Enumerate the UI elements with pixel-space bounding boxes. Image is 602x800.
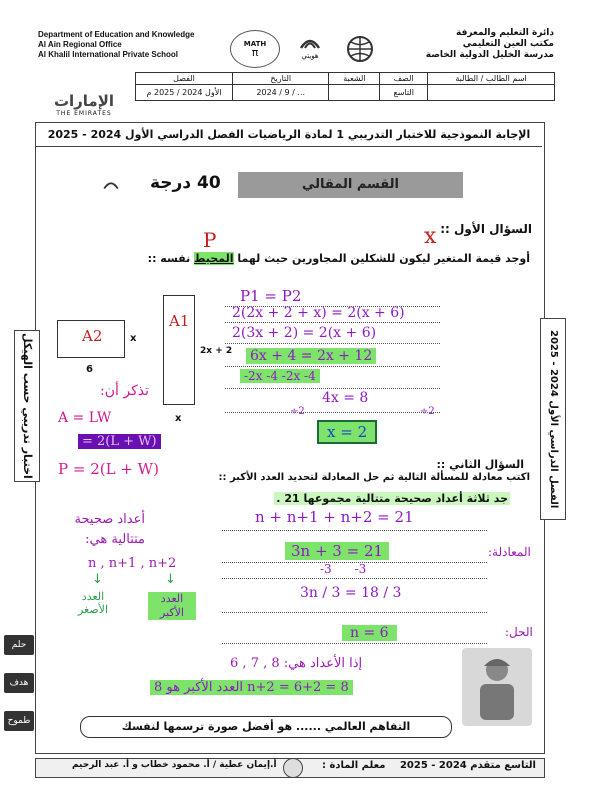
answer-line [225, 388, 440, 389]
rect-small-right: x [130, 333, 137, 344]
answer-line [225, 412, 440, 413]
remember-label: تذكر أن: [100, 383, 149, 399]
table-header: الفصل [136, 73, 233, 85]
table-header: اسم الطالب / الطالبة [428, 73, 555, 85]
q2-line: n + n+1 + n+2 = 21 [255, 508, 414, 526]
emirates-logo-en: THE EMIRATES [56, 110, 112, 117]
solution-label: الحل: [505, 625, 533, 639]
rect-tall-right: 2x + 2 [200, 346, 233, 356]
section-title: القسم المقالي [238, 172, 463, 198]
q1-result: x = 2 [317, 420, 377, 444]
identity-logo-text: هويتي [301, 52, 319, 60]
answer-line [225, 322, 440, 323]
slogan: التفاهم العالمي ...... هو أفضل صورة ترسمها لنفسك [80, 716, 452, 738]
q1-p-note: P [203, 228, 217, 252]
math-logo [230, 30, 280, 68]
q2-heading: السؤال الثاني :: [436, 458, 524, 471]
footer-grade: التاسع متقدم 2024 - 2025 [399, 760, 536, 771]
table-cell-term: الأول 2024 / 2025 م [136, 85, 233, 101]
answer-line [222, 643, 487, 644]
q1-step: 6x + 4 = 2x + 12 [246, 348, 376, 364]
area-sub: = 2(L + W) [78, 434, 161, 449]
table-header: الصف [380, 73, 428, 85]
worker-image [462, 648, 532, 726]
q2-text: اكتب معادلة للمسألة التالية ثم حل المعادلة لتحديد العدد الأكبر :: [218, 472, 530, 483]
header-en-line: Al Ain Regional Office [38, 40, 122, 49]
q1-step: 2(3x + 2) = 2(x + 6) [232, 325, 377, 341]
q1-step: 4x = 8 [322, 390, 369, 406]
identity-icon [102, 178, 120, 190]
final-line [150, 680, 353, 695]
header-en-line: Department of Education and Knowledge [38, 30, 195, 39]
answer-line [222, 612, 487, 613]
table-cell-grade: التاسع [380, 85, 428, 101]
answer-line [225, 366, 440, 367]
header-ar-line: دائرة التعليم والمعرفة [455, 28, 554, 38]
answer-line [222, 578, 487, 579]
q1-text-highlight: المحيط [194, 252, 234, 265]
table-cell-name [428, 85, 555, 101]
arrow-down-icon: ↓ [165, 572, 176, 587]
header-ar-line: مكتب العين التعليمي [462, 39, 554, 49]
arrow-down-icon: ↓ [92, 572, 103, 587]
table-cell-date: 2024 / 9 / ... [233, 85, 329, 101]
rect-tall-bottom: x [175, 413, 182, 424]
equation-label: المعادلة: [488, 545, 531, 559]
table-header: التاريخ [233, 73, 329, 85]
side-button-ambition: طموح [4, 711, 34, 731]
exam-title: الإجابة النموذجية للاختبار التدريبي 1 لمادة الرياضيات الفصل الدراسي الأول 2024 - 2025 [47, 128, 531, 141]
math-logo-text: MATH [243, 40, 267, 48]
small-identity-logo [100, 178, 122, 192]
q2-line: -3 -3 [320, 562, 367, 576]
footer-circle-icon [283, 758, 303, 778]
table-cell-section [329, 85, 380, 101]
footer-teachers: أ.إيمان عطية / أ. محمود خطاب و أ. عبد الرحيم [72, 760, 277, 770]
side-right-box: الفصل الدراسي الأول 2024 - 2025 [540, 318, 566, 520]
identity-logo [295, 34, 325, 64]
header-ar-block [384, 28, 554, 61]
globe-icon [345, 34, 375, 64]
identity-icon [299, 34, 321, 50]
q1-step: 2(2x + 2 + x) = 2(x + 6) [232, 305, 405, 321]
answer-line [225, 343, 440, 344]
q2-left-note: أعداد صحيحة متتالية هي: [74, 512, 145, 547]
q1-step: -2x -4 -2x -4 [240, 369, 320, 383]
q1-text [148, 252, 530, 265]
q2-problem: جد ثلاثة أعداد صحيحة متتالية مجموعها 21 . [276, 492, 508, 505]
header-ar-line: مدرسة الخليل الدولية الخاصة [425, 50, 554, 60]
q1-heading: السؤال الأول :: [440, 222, 532, 236]
q1-step: P1 = P2 [240, 287, 302, 305]
section-marks: 40 درجة [150, 173, 221, 193]
header-en-block [38, 30, 228, 60]
numbers-line: إذا الأعداد هي: 8 , 7 , 6 [230, 656, 363, 671]
pi-icon: π [251, 46, 259, 59]
rect-small-bottom: 6 [86, 364, 93, 375]
side-left-box: اختبار تدريبي حسب الهيكل [14, 330, 40, 482]
final-line-text: n+2 = 6+2 = 8 العدد الأكبر هو 8 [150, 680, 353, 695]
largest-label: العدد الأكبر [148, 592, 196, 620]
q1-var-note: x [424, 224, 437, 249]
answer-line [222, 530, 487, 531]
title-rule [36, 146, 542, 147]
smallest-label: العدد الأصغر [77, 590, 109, 616]
q1-text-before: أوجد قيمة المتغير ليكون للشكلين المجاورين حيث لهما [233, 252, 530, 265]
student-info-table [135, 72, 555, 101]
side-button-goal: هدف [4, 673, 34, 693]
rect-tall-label: A1 [169, 312, 190, 330]
emirates-logo [38, 92, 130, 117]
table-header: الشعبة [329, 73, 380, 85]
globe-logo [345, 34, 375, 68]
q2-line: n = 6 [342, 625, 397, 641]
q1-divisor: ÷2 [420, 406, 435, 417]
q1-divisor: ÷2 [290, 406, 305, 417]
perimeter-formula: P = 2(L + W) [58, 460, 159, 478]
side-button-dream: حلم [4, 635, 34, 655]
emirates-logo-text: الإمارات [53, 92, 115, 110]
q2-line: 3n / 3 = 18 / 3 [300, 585, 402, 601]
header-en-line: Al Khalil International Private School [38, 50, 179, 59]
q2-left-seq: n , n+1 , n+2 [88, 556, 177, 571]
footer-teacher-label: معلم المادة : [322, 760, 386, 771]
q2-line: 3n + 3 = 21 [285, 542, 389, 560]
rect-small-label: A2 [82, 327, 103, 345]
worker-icon [462, 648, 532, 726]
q1-text-after: نفسه :: [147, 252, 195, 265]
area-formula: A = LW [58, 410, 112, 426]
